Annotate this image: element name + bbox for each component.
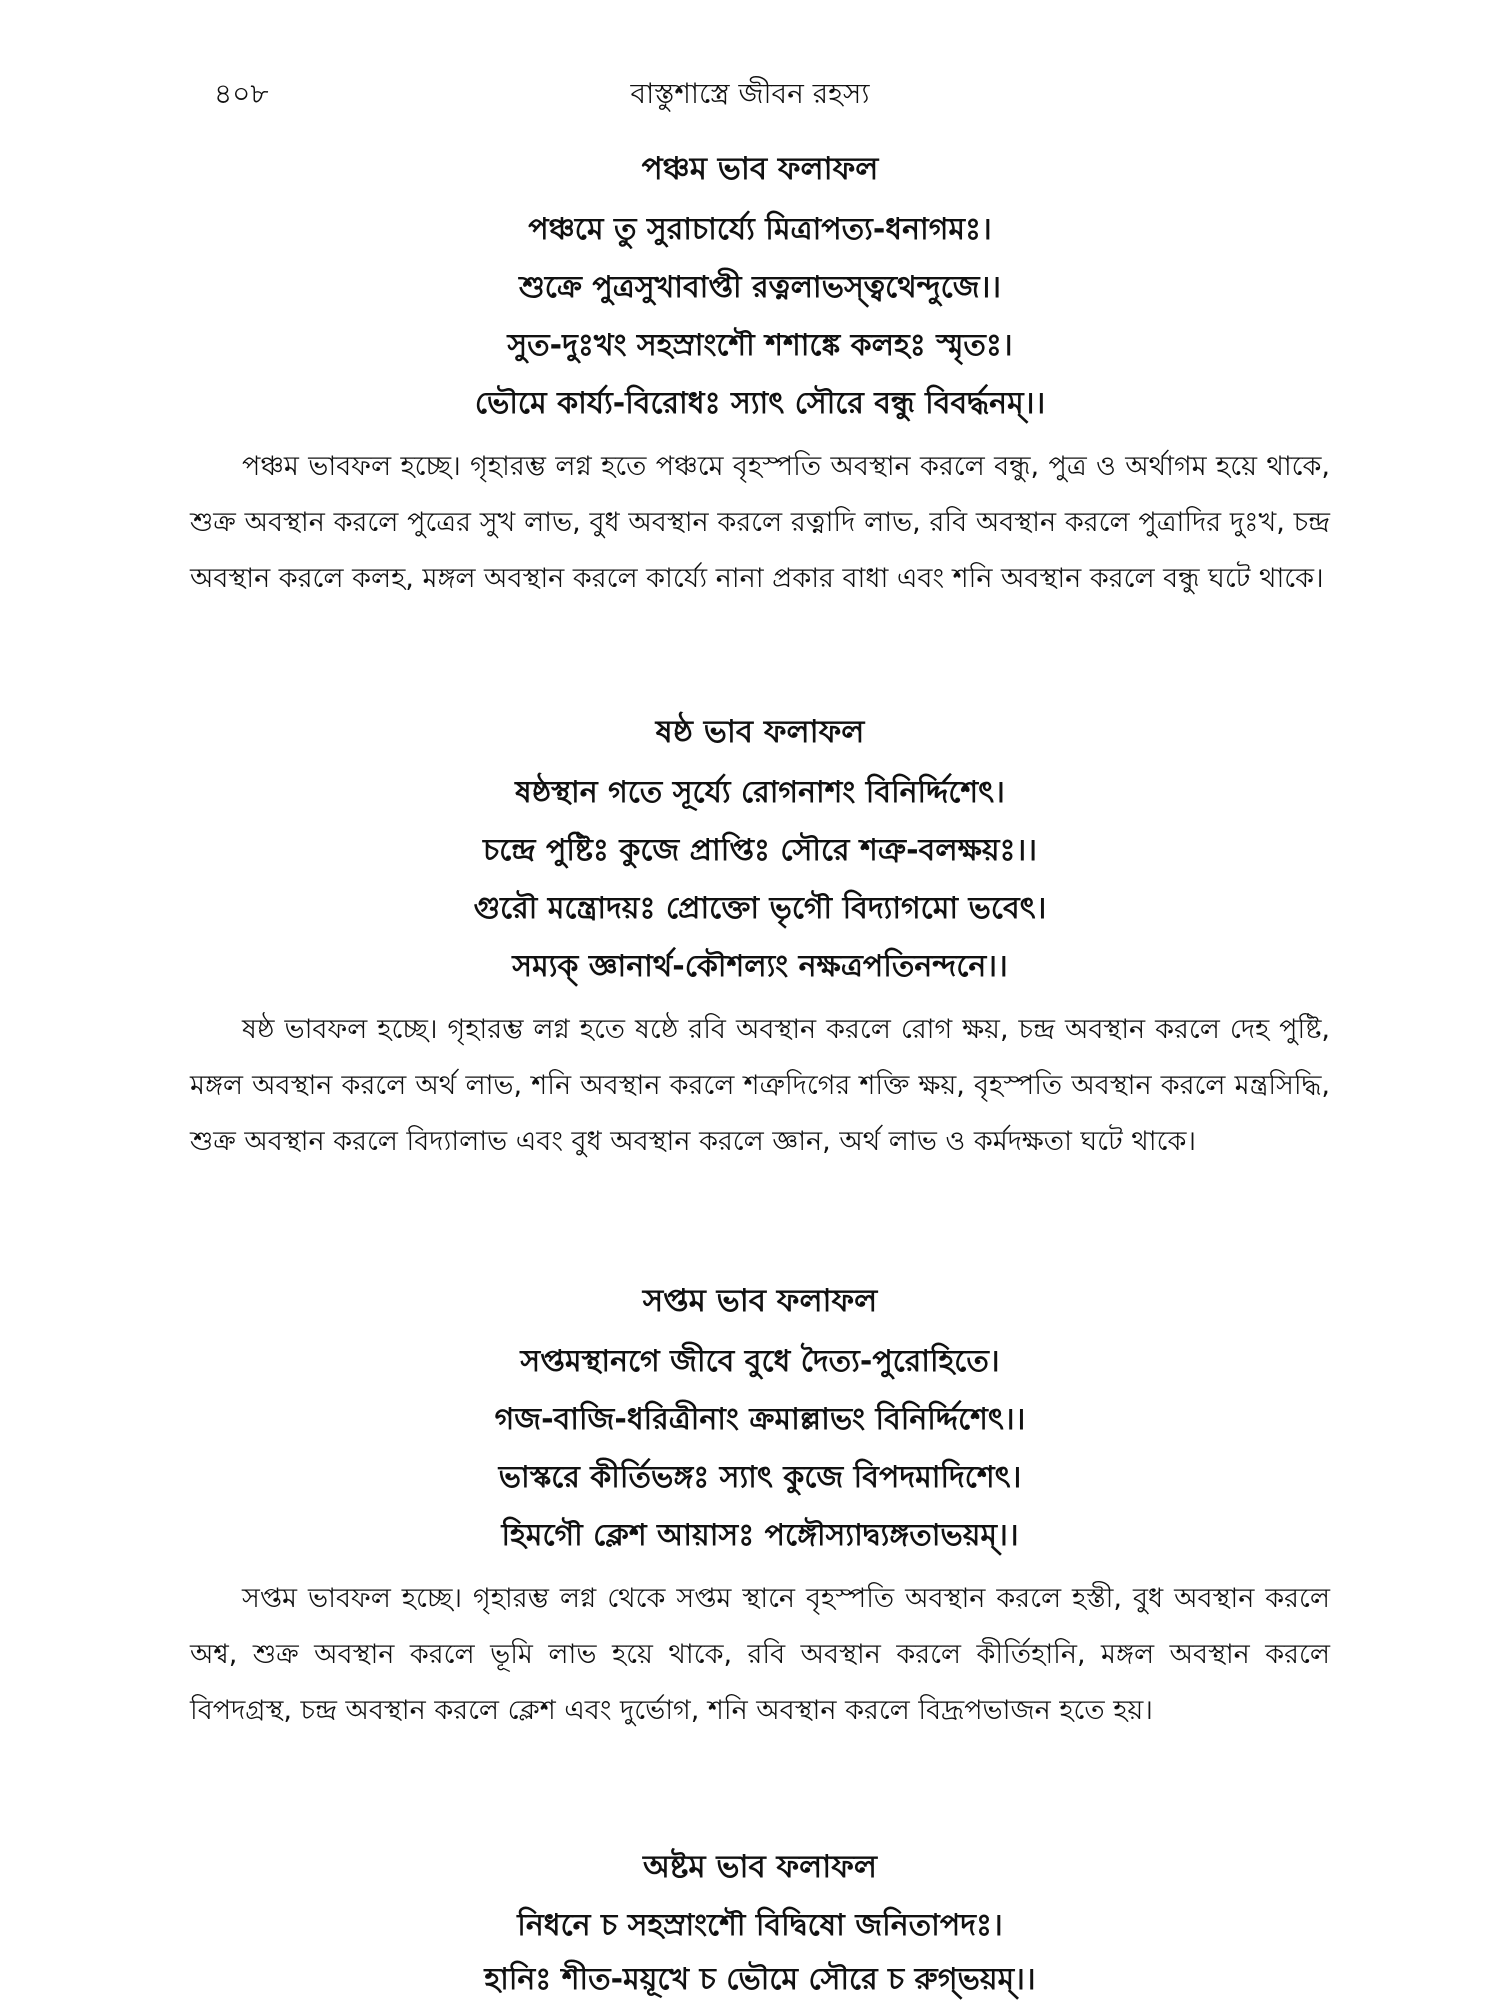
prose-paragraph: পঞ্চম ভাবফল হচ্ছে। গৃহারম্ভ লগ্ন হতে পঞ্চমে বৃহস্পতি অবস্থান করলে বন্ধু, পুত্র ও অর্থাগম হয়ে থাকে, শুক্র অবস্থান করলে পুত্রের সুখ লাভ, বুধ অবস্থান করলে রত্নাদি লাভ, রবি অবস্থান করলে পুত্রাদির দুঃখ, চন্দ্র অবস্থান করলে কলহ, মঙ্গল অবস্থান করলে কার্য্যে নানা প্রকার বাধা এবং শনি অবস্থান করলে বন্ধু ঘটে থাকে। bbox=[190, 451, 1330, 594]
page-header bbox=[0, 72, 1500, 122]
section-eighth-house bbox=[190, 1843, 1330, 2013]
verse-line: শুক্রে পুত্রসুখাবাপ্তী রত্নলাভস্ত্বথেন্দুজে।। bbox=[518, 270, 1002, 305]
section-title: অষ্টম ভাব ফলাফল bbox=[642, 1849, 878, 1885]
verse-line: সম্যক্ জ্ঞানার্থ-কৌশল্যং নক্ষত্রপতিনন্দনে।। bbox=[512, 949, 1008, 984]
verse-line: নিধনে চ সহস্রাংশৌ বিদ্বিষো জনিতাপদঃ। bbox=[517, 1908, 1003, 1943]
section-seventh-house bbox=[190, 1277, 1330, 1739]
verse-line: ষষ্ঠস্থান গতে সূর্য্যে রোগনাশং বিনির্দ্দিশেৎ। bbox=[515, 775, 1005, 810]
verse-block bbox=[190, 764, 1330, 996]
verse-line: ভাস্করে কীর্তিভঙ্গঃ স্যাৎ কুজে বিপদমাদিশেৎ। bbox=[498, 1460, 1022, 1495]
verse-block bbox=[190, 201, 1330, 433]
section-fifth-house bbox=[190, 145, 1330, 607]
verse-line: সুত-দুঃখং সহস্রাংশৌ শশাঙ্কে কলহঃ স্মৃতঃ। bbox=[507, 328, 1013, 363]
section-title: পঞ্চম ভাব ফলাফল bbox=[641, 151, 879, 187]
verse-line: সপ্তমস্থানগে জীবে বুধে দৈত্য-পুরোহিতে। bbox=[520, 1344, 1000, 1379]
verse-line: ভৌমে কার্য্য-বিরোধঃ স্যাৎ সৌরে বন্ধু বিবর্দ্ধনম্।। bbox=[474, 386, 1046, 421]
verse-block bbox=[190, 1899, 1330, 2007]
section-sixth-house bbox=[190, 708, 1330, 1170]
section-title: ষষ্ঠ ভাব ফলাফল bbox=[655, 714, 865, 750]
verse-line: হিমগৌ ক্লেশ আয়াসঃ পঙ্গৌস্যাদ্ব্যঙ্গতাভয়ম্।। bbox=[501, 1518, 1019, 1553]
prose-paragraph: ষষ্ঠ ভাবফল হচ্ছে। গৃহারম্ভ লগ্ন হতে ষষ্ঠে রবি অবস্থান করলে রোগ ক্ষয়, চন্দ্র অবস্থান করলে দেহ পুষ্টি, মঙ্গল অবস্থান করলে অর্থ লাভ, শনি অবস্থান করলে শত্রুদিগের শক্তি ক্ষয়, বৃহস্পতি অবস্থান করলে মন্ত্রসিদ্ধি, শুক্র অবস্থান করলে বিদ্যালাভ এবং বুধ অবস্থান করলে জ্ঞান, অর্থ লাভ ও কর্মদক্ষতা ঘটে থাকে। bbox=[190, 1014, 1330, 1157]
verse-line: হানিঃ শীত-ময়ূখে চ ভৌমে সৌরে চ রুগ্‌ভয়ম্।। bbox=[484, 1962, 1036, 1997]
section-title: সপ্তম ভাব ফলাফল bbox=[642, 1283, 878, 1319]
verse-line: চন্দ্রে পুষ্টিঃ কুজে প্রাপ্তিঃ সৌরে শত্রু-বলক্ষয়ঃ।। bbox=[483, 833, 1037, 868]
page-number: ৪০৮ bbox=[214, 77, 269, 110]
verse-line: পঞ্চমে তু সুরাচার্য্যে মিত্রাপত্য-ধনাগমঃ। bbox=[528, 212, 992, 247]
prose-paragraph: সপ্তম ভাবফল হচ্ছে। গৃহারম্ভ লগ্ন থেকে সপ্তম স্থানে বৃহস্পতি অবস্থান করলে হস্তী, বুধ অবস্থান করলে অশ্ব, শুক্র অবস্থান করলে ভূমি লাভ হয়ে থাকে, রবি অবস্থান করলে কীর্তিহানি, মঙ্গল অবস্থান করলে বিপদগ্রস্থ, চন্দ্র অবস্থান করলে ক্লেশ এবং দুর্ভোগ, শনি অবস্থান করলে বিদ্রূপভাজন হতে হয়। bbox=[190, 1583, 1330, 1726]
verse-block bbox=[190, 1333, 1330, 1565]
verse-line: গুরৌ মন্ত্রোদয়ঃ প্রোক্তো ভৃগৌ বিদ্যাগমো ভবেৎ। bbox=[473, 891, 1047, 926]
verse-line: গজ-বাজি-ধরিত্রীনাং ক্রমাল্লাভং বিনির্দ্দিশেৎ।। bbox=[494, 1402, 1026, 1437]
running-title: বাস্তুশাস্ত্রে জীবন রহস্য bbox=[630, 77, 870, 110]
